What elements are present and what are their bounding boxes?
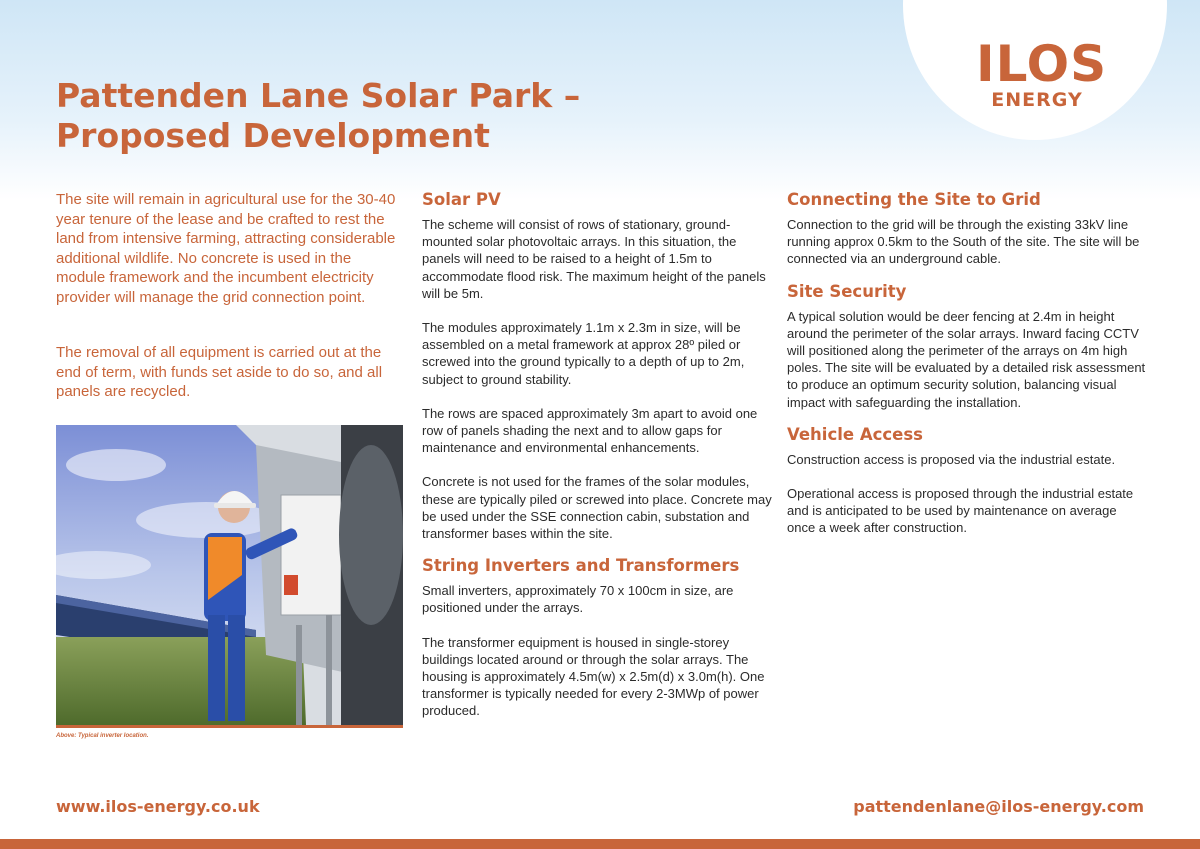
grid-paragraph: Connection to the grid will be through the existing 33kV line running approx 0.5km to the South of the site. The site will be connected via an underground cable. xyxy=(787,217,1140,267)
middle-column xyxy=(422,190,772,737)
bottom-accent-bar xyxy=(0,839,1200,849)
solar-pv-paragraph: The scheme will consist of rows of stationary, ground-mounted solar photovoltaic arrays. In this situation, the panels will need to be raised to a height of 1.5m to accommodate flood risk. The maximum height of the panels will be 5m. xyxy=(422,217,766,301)
inverters-paragraph: Small inverters, approximately 70 x 100cm in size, are positioned under the arrays. xyxy=(422,583,734,616)
inverter-photo-illustration xyxy=(56,425,403,725)
right-column xyxy=(787,190,1147,554)
photo-caption: Above: Typical inverter location. xyxy=(56,733,149,739)
logo-main-text: ILOS xyxy=(976,35,1108,93)
inverters-paragraph: The transformer equipment is housed in single-storey buildings located around or through the solar arrays. The housing is approximately 4.5m(w) x 2.5m(d) x 3.0m(h). One transformer is typically needed for every 2-3MWp of power produced. xyxy=(422,634,765,719)
ilos-energy-logo xyxy=(976,35,1108,111)
email-link[interactable]: pattendenlane@ilos-energy.com xyxy=(853,797,1144,816)
inverters-heading: String Inverters and Transformers xyxy=(422,556,740,576)
vehicle-access-heading: Vehicle Access xyxy=(787,424,923,444)
solar-pv-paragraph: The rows are spaced approximately 3m apart to avoid one row of panels shading the next and to allow gaps for maintenance and environmental enhancements. xyxy=(422,405,758,456)
page-title: Pattenden Lane Solar Park – Proposed Development xyxy=(56,76,581,155)
solar-pv-heading: Solar PV xyxy=(422,190,501,209)
inverter-photo xyxy=(56,425,403,728)
vehicle-access-paragraph: Construction access is proposed via the industrial estate. xyxy=(787,451,1116,467)
grid-heading: Connecting the Site to Grid xyxy=(787,190,1041,209)
vehicle-access-paragraph: Operational access is proposed through the industrial estate and is anticipated to be used by maintenance on average once a week after construction. xyxy=(787,486,1134,536)
solar-pv-paragraph: The modules approximately 1.1m x 2.3m in size, will be assembled on a metal framework at approx 28º piled or screwed into the ground typically to a depth of up to 2m, subject to ground stability. xyxy=(422,320,745,387)
intro-paragraph: The site will remain in agricultural use for the 30-40 year tenure of the lease and be crafted to rest the land from intensive farming, attracting considerable additional wildlife. No concrete is used in the module framework and the incumbent electricity provider will manage the grid connection point. xyxy=(56,191,396,306)
website-link[interactable]: www.ilos-energy.co.uk xyxy=(56,797,260,816)
security-paragraph: A typical solution would be deer fencing at 2.4m in height around the perimeter of the solar arrays. Inward facing CCTV will positioned along the perimeter of the arrays on 4m high poles. The site will be evaluated by a detailed risk assessment to produce an optimum security solution, balancing visual impact with safeguarding the installation. xyxy=(787,308,1146,410)
security-heading: Site Security xyxy=(787,281,907,301)
solar-pv-paragraph: Concrete is not used for the frames of the solar modules, these are typically piled or screwed into place. Concrete may be used under the SSE connection cabin, substation and transformer bases within the site. xyxy=(422,474,772,542)
intro-paragraph-recycling: The removal of all equipment is carried out at the end of term, with funds set aside to do so, and all panels are recycled. xyxy=(56,344,383,400)
logo-sub-text: ENERGY xyxy=(991,89,1083,111)
